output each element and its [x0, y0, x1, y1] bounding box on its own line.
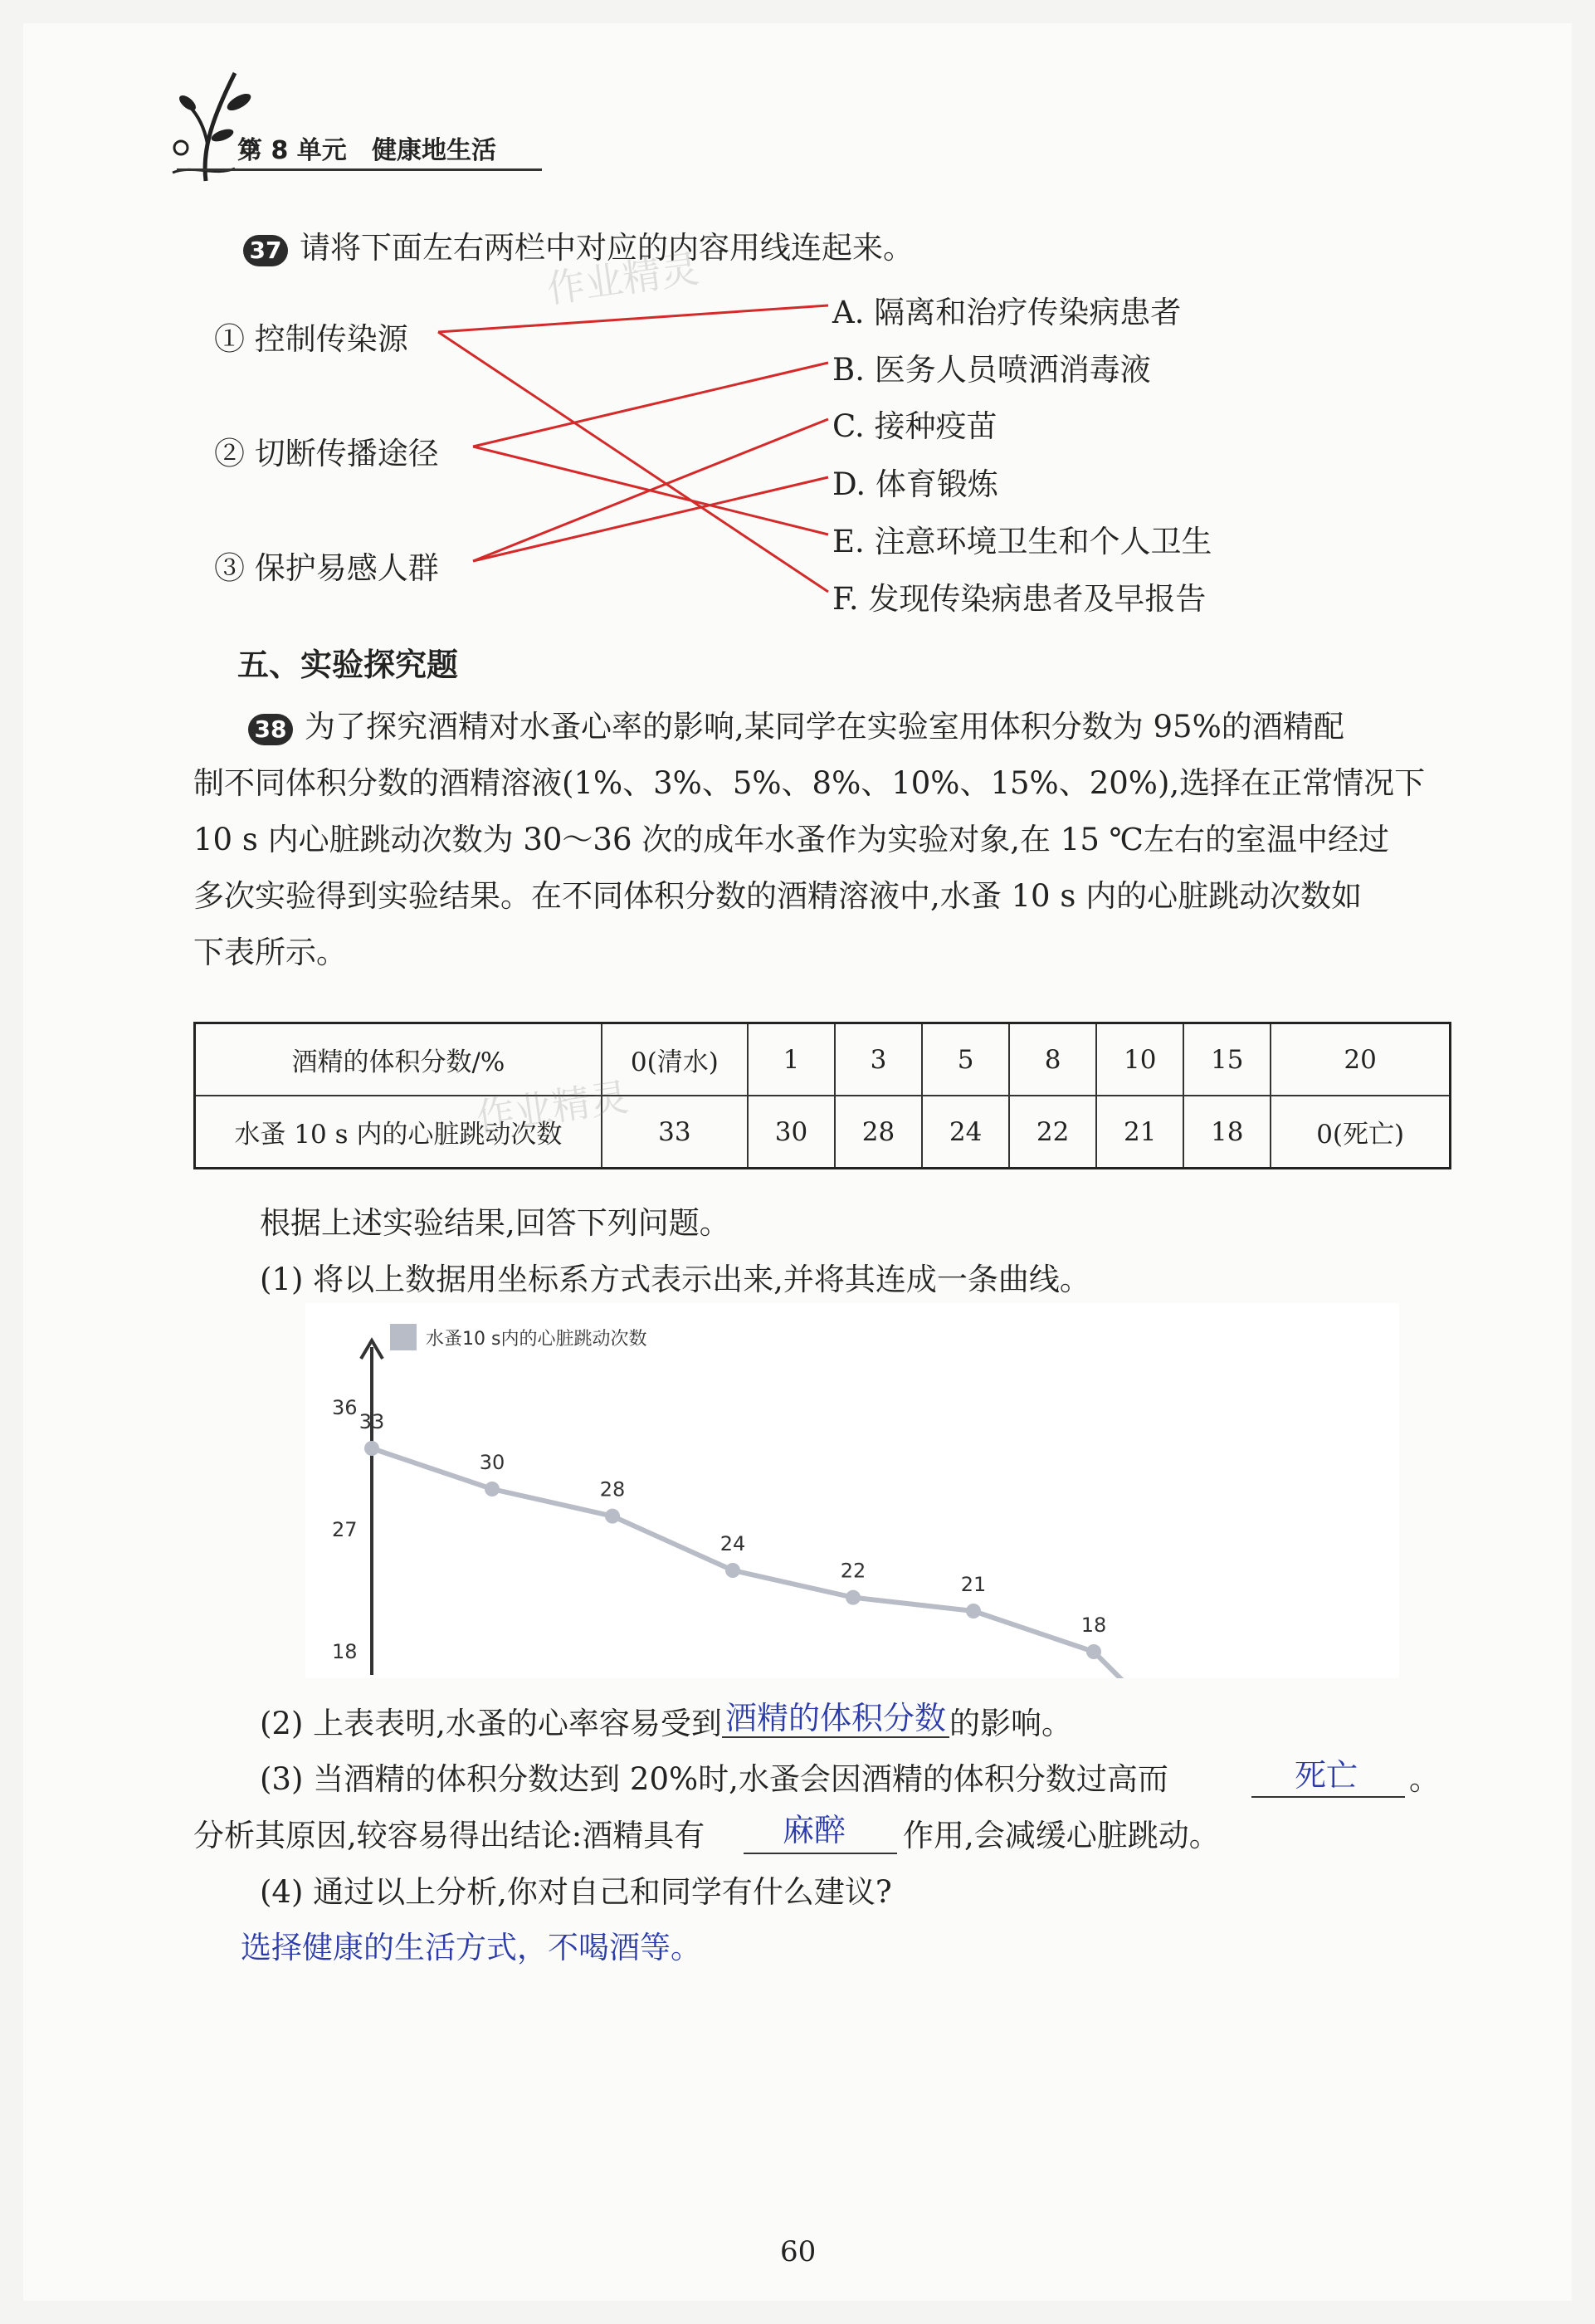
q38-data-table	[193, 1022, 1451, 1169]
table-cell: 1	[748, 1023, 835, 1096]
table-row-header: 水蚤 10 s 内的心脏跳动次数	[195, 1096, 602, 1169]
series-line	[372, 1448, 1135, 1678]
answer-blank-line	[744, 1853, 897, 1854]
data-point	[725, 1563, 740, 1578]
chart-area	[305, 1303, 1399, 1678]
data-point	[485, 1482, 500, 1496]
data-label: 30	[479, 1451, 505, 1474]
table-cell: 28	[835, 1096, 922, 1169]
data-point	[364, 1441, 379, 1456]
data-label: 22	[840, 1559, 866, 1583]
data-label: 18	[1080, 1614, 1107, 1637]
page	[23, 23, 1572, 2301]
table-cell: 24	[922, 1096, 1009, 1169]
q37-right-item: D. 体育锻炼	[832, 466, 998, 502]
table-cell: 20	[1271, 1023, 1450, 1096]
legend-label: 水蚤10 s内的心脏跳动次数	[426, 1329, 647, 1350]
table-cell: 30	[748, 1096, 835, 1169]
table-cell: 3	[835, 1023, 922, 1096]
q38-sub3-end: 。	[1409, 1761, 1440, 1797]
table-row	[195, 1023, 1451, 1096]
table-row	[195, 1096, 1451, 1169]
q37-right-item: A. 隔离和治疗传染病患者	[832, 295, 1182, 330]
watermark: 作业精灵	[473, 1074, 632, 1140]
q38-sub1: (1) 将以上数据用坐标系方式表示出来,并将其连成一条曲线。	[260, 1262, 1090, 1297]
data-label: 24	[719, 1532, 746, 1555]
y-tick-label: 36	[332, 1396, 358, 1419]
data-label: 21	[960, 1573, 987, 1596]
page-number: 60	[780, 2235, 817, 2268]
answer-blank-line	[1251, 1796, 1405, 1798]
table-cell: 0(清水)	[602, 1023, 748, 1096]
q38-number: 38	[248, 714, 293, 745]
y-tick-label: 27	[332, 1518, 358, 1541]
q37-left-item: ② 切断传播途径	[214, 436, 439, 471]
q38-line: 多次实验得到实验结果。在不同体积分数的酒精溶液中,水蚤 10 s 内的心脏跳动次数如	[193, 878, 1363, 914]
q38-sub3-line2-pre: 分析其原因,较容易得出结论:酒精具有	[193, 1818, 705, 1853]
answer-sub3-1: 死亡	[1295, 1757, 1358, 1794]
q37-left-item: ① 控制传染源	[214, 321, 408, 357]
q38-sub2-pre: (2) 上表表明,水蚤的心率容易受到	[260, 1706, 722, 1741]
q38-line: 制不同体积分数的酒精溶液(1%、3%、5%、8%、10%、15%、20%),选择在正常情况下	[193, 765, 1426, 801]
q37-left-item: ③ 保护易感人群	[214, 550, 439, 586]
q37-prompt: 请将下面左右两栏中对应的内容用线连起来。	[300, 230, 914, 266]
header-title: 健康地生活	[372, 136, 496, 165]
answer-sub4: 选择健康的生活方式，不喝酒等。	[241, 1930, 701, 1965]
q38-sub3-line2-post: 作用,会减缓心脏跳动。	[903, 1818, 1220, 1853]
data-point	[966, 1604, 981, 1618]
y-tick-label: 18	[332, 1640, 358, 1663]
q38-line: 为了探究酒精对水蚤心率的影响,某同学在实验室用体积分数为 95%的酒精配	[305, 709, 1344, 745]
answer-sub3-2: 麻醉	[783, 1812, 846, 1848]
data-point	[1086, 1644, 1101, 1659]
q37-right-item: B. 医务人员喷洒消毒液	[832, 352, 1151, 388]
table-cell: 5	[922, 1023, 1009, 1096]
data-label: 33	[359, 1410, 385, 1433]
table-cell: 18	[1183, 1096, 1271, 1169]
table-cell: 0(死亡)	[1271, 1096, 1450, 1169]
data-label: 28	[599, 1477, 626, 1501]
answer-sub2: 酒精的体积分数	[722, 1700, 949, 1738]
q37-right-item: E. 注意环境卫生和个人卫生	[832, 524, 1212, 559]
q37-connection-lines	[23, 23, 1572, 654]
watermark: 作业精灵	[544, 246, 702, 312]
table-cell: 22	[1009, 1096, 1096, 1169]
q38-sub2-post: 的影响。	[949, 1706, 1072, 1741]
header-unit: 第 8 单元	[237, 136, 347, 165]
q38-paragraph	[193, 699, 1455, 981]
table-cell: 21	[1096, 1096, 1183, 1169]
table-cell: 15	[1183, 1023, 1271, 1096]
q38-sub2-row	[260, 1697, 1072, 1743]
q38-line: 10 s 内心脏跳动次数为 30～36 次的成年水蚤作为实验对象,在 15 ℃左右的室温中经过	[193, 822, 1390, 857]
section-title: 五、实验探究题	[237, 647, 459, 683]
connection-line	[438, 305, 828, 332]
table-cell: 33	[602, 1096, 748, 1169]
q37-right-item: C. 接种疫苗	[832, 408, 997, 444]
data-point	[605, 1509, 620, 1524]
table-cell: 8	[1009, 1023, 1096, 1096]
q37-number: 37	[243, 235, 288, 266]
q38-line: 下表所示。	[193, 935, 347, 970]
table-row-header: 酒精的体积分数/%	[195, 1023, 602, 1096]
connection-line	[473, 363, 828, 447]
q38-sub3-pre: (3) 当酒精的体积分数达到 20%时,水蚤会因酒精的体积分数过高而	[260, 1761, 1168, 1797]
q38-sub4: (4) 通过以上分析,你对自己和同学有什么建议?	[260, 1874, 892, 1910]
q37-right-item: F. 发现传染病患者及早报告	[832, 581, 1207, 617]
heart-rate-line-chart	[305, 1303, 1399, 1678]
data-point	[846, 1590, 861, 1605]
table-cell: 10	[1096, 1023, 1183, 1096]
legend-swatch	[390, 1324, 417, 1350]
q38-intro: 根据上述实验结果,回答下列问题。	[260, 1205, 730, 1241]
